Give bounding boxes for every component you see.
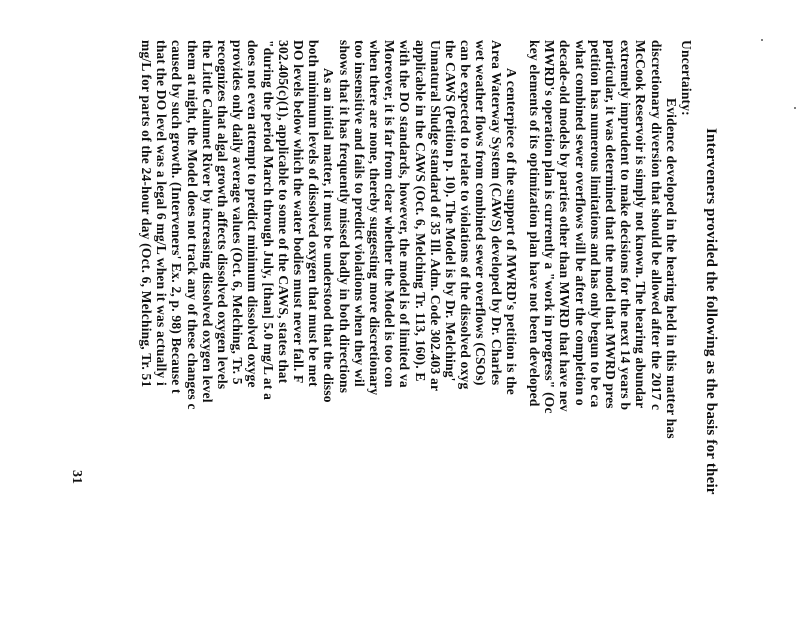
body-line: wet weather flows from combined sewer overflows (CSOs) <box>473 40 489 386</box>
body-line: Moreover, it is far from clear whether the Model is too con <box>382 40 398 388</box>
body-line: provides only daily average values (Oct. 6, Melching, Tr. 5 <box>230 40 246 385</box>
body-line: extremely imprudent to make decisions for the next 14 years b <box>618 40 634 411</box>
body-line: when there are none, thereby suggesting more discretionary <box>367 40 382 396</box>
body-line: too insensitive and fails to predict violations when they wil <box>351 40 367 387</box>
speck <box>794 107 796 109</box>
speck <box>761 39 763 41</box>
body-line: the Little Calumet River by increasing dissolved oxygen level <box>199 40 215 403</box>
rotated-text-block <box>80 40 720 640</box>
body-line: what combined sewer overflows will be after the completion o <box>572 40 588 406</box>
document-heading-line: Interveners provided the following as the basis for their <box>703 128 719 495</box>
body-line: both minimum levels of dissolved oxygen that must be met <box>306 40 322 387</box>
body-line: As an initial matter, it must be understood that the disso <box>321 68 337 403</box>
body-line: that the DO level was a legal 6 mg/L when it was actually i <box>154 40 170 386</box>
body-line: particular, it was determined that the model that MWRD pres <box>603 40 618 409</box>
body-line: applicable in the CAWS (Oct. 6, Melching Tr. 113, 160). E <box>412 40 428 382</box>
page-number: 31 <box>69 470 84 484</box>
body-line: "during the period March through July, [than] 5.0 mg/L at a <box>260 40 276 401</box>
body-line: shows that it has frequently missed badly in both directions <box>336 40 352 394</box>
section-heading: Uncertainty: <box>679 40 694 116</box>
body-line: key elements of its optimization plan have not been developed <box>527 40 542 407</box>
body-line: discretionary diversion that should be allowed after the 2017 c <box>648 40 664 411</box>
body-line: DO levels below which the water bodies must never fall. F <box>291 40 306 384</box>
body-line: MWRD's operation plan is currently a "work in progress" (Oc <box>542 40 558 414</box>
body-line: Evidence developed in the hearing held in this matter has <box>663 98 679 439</box>
body-line: Area Waterway System (CAWS) developed by Dr. Charles <box>488 40 504 386</box>
body-line: petition has numerous limitations and has only begun to be ca <box>587 40 603 408</box>
body-line: Unnatural Sludge standard of 35 Ill. Adm. Code 302.403 ar <box>427 40 443 392</box>
body-line: can be expected to relate to violations of the dissolved oxyg <box>458 40 474 390</box>
body-line: A centerpiece of the support of MWRD's petition is the <box>503 68 519 395</box>
body-line: the CAWS (Petition p. 10). The Model is by Dr. Melching' <box>443 40 458 382</box>
body-line: them at night, the Model does not track any of these changes c <box>184 40 200 410</box>
body-line: with the DO standards, however, the model is of limited va <box>397 40 413 388</box>
body-line: does not even attempt to predict minimum dissolved oxyge <box>245 40 261 388</box>
body-line: caused by such growth. (Interveners' Ex. 2, p. 98) Because t <box>169 40 185 394</box>
body-line: mg/L for parts of the 24-hour day (Oct. 6, Melching, Tr. 51 <box>139 40 154 388</box>
body-line: McCook Reservoir is simply not known. The hearing abundar <box>633 40 649 409</box>
body-line: 302.405(c)(1), applicable to some of the CAWS, states that <box>275 40 291 384</box>
body-line: decade-old models by parties other than MWRD that have nev <box>557 40 573 412</box>
body-line: recognizes that algal growth affects dissolved oxygen levels <box>215 40 230 390</box>
